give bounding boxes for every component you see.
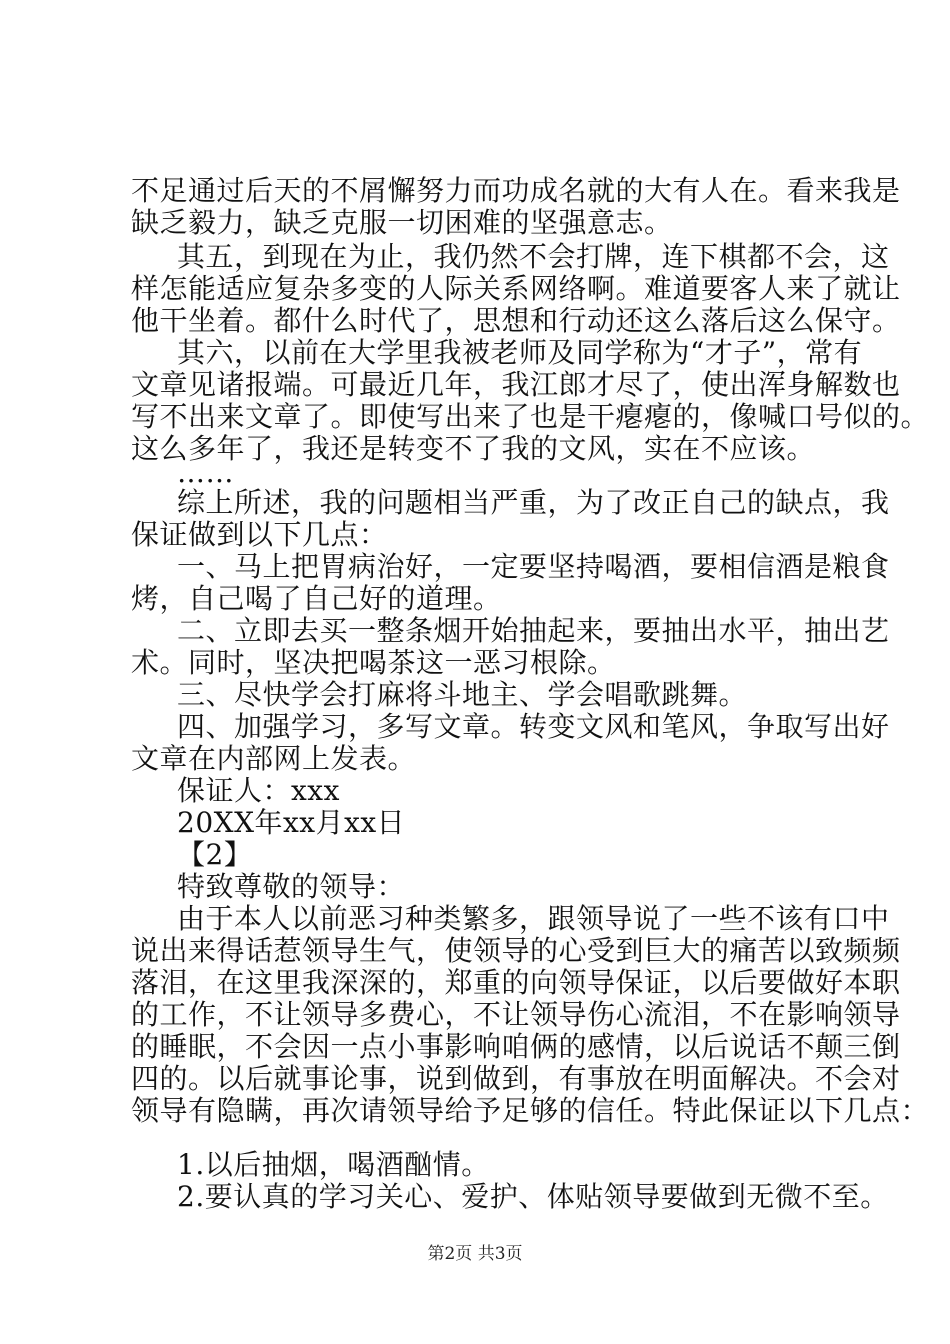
body-text-line: 的工作，不让领导多费心，不让领导伤心流泪，不在影响领导 [131,998,901,1031]
body-text-line: 不足通过后天的不屑懈努力而功成名就的大有人在。看来我是 [131,174,901,207]
list-item-line: 二、立即去买一整条烟开始抽起来，要抽出水平，抽出艺 [177,614,890,647]
body-text-line: 领导有隐瞒，再次请领导给予足够的信任。特此保证以下几点： [131,1094,930,1127]
body-text-line: 落泪，在这里我深深的，郑重的向领导保证，以后要做好本职 [131,966,901,999]
ellipsis-line: …… [177,456,234,489]
page-footer: 第2页 共3页 [427,1244,523,1264]
list-item-line: 三、尽快学会打麻将斗地主、学会唱歌跳舞。 [177,678,748,711]
body-text-line: 保证做到以下几点： [131,518,388,551]
body-text-line: 其五，到现在为止，我仍然不会打牌，连下棋都不会，这 [177,240,890,273]
body-text-line: 由于本人以前恶习种类繁多，跟领导说了一些不该有口中 [177,902,890,935]
salutation-line: 特致尊敬的领导： [177,870,406,903]
list-item-line: 一、马上把胃病治好，一定要坚持喝酒，要相信酒是粮食 [177,550,890,583]
body-text-line: 写不出来文章了。即使写出来了也是干瘪瘪的，像喊口号似的。 [131,400,930,433]
body-text-line: 缺乏毅力，缺乏克服一切困难的坚强意志。 [131,206,673,239]
body-text-line: 文章见诸报端。可最近几年，我江郎才尽了，使出浑身解数也 [131,368,901,401]
guarantor-line: 保证人：xxx [177,774,340,807]
list-item-line: 烤，自己喝了自己好的道理。 [131,582,502,615]
body-text-line: 其六，以前在大学里我被老师及同学称为“才子”，常有 [177,336,863,369]
body-text-line: 说出来得话惹领导生气，使领导的心受到巨大的痛苦以致频频 [131,934,901,967]
numbered-item: 2.要认真的学习关心、爱护、体贴领导要做到无微不至。 [177,1180,889,1213]
body-text-line: 这么多年了，我还是转变不了我的文风，实在不应该。 [131,432,816,465]
section-heading: 【2】 [177,838,253,871]
date-line: 20XX年xx月xx日 [177,806,406,839]
body-text-line: 样怎能适应复杂多变的人际关系网络啊。难道要客人来了就让 [131,272,901,305]
body-text-line: 综上所述，我的问题相当严重，为了改正自己的缺点，我 [177,486,890,519]
list-item-line: 术。同时，坚决把喝茶这一恶习根除。 [131,646,616,679]
list-item-line: 文章在内部网上发表。 [131,742,417,775]
body-text-line: 的睡眠，不会因一点小事影响咱俩的感情，以后说话不颠三倒 [131,1030,901,1063]
numbered-item: 1.以后抽烟，喝酒酗情。 [177,1148,490,1181]
body-text-line: 四的。以后就事论事，说到做到，有事放在明面解决。不会对 [131,1062,901,1095]
body-text-line: 他干坐着。都什么时代了，思想和行动还这么落后这么保守。 [131,304,901,337]
list-item-line: 四、加强学习，多写文章。转变文风和笔风，争取写出好 [177,710,890,743]
